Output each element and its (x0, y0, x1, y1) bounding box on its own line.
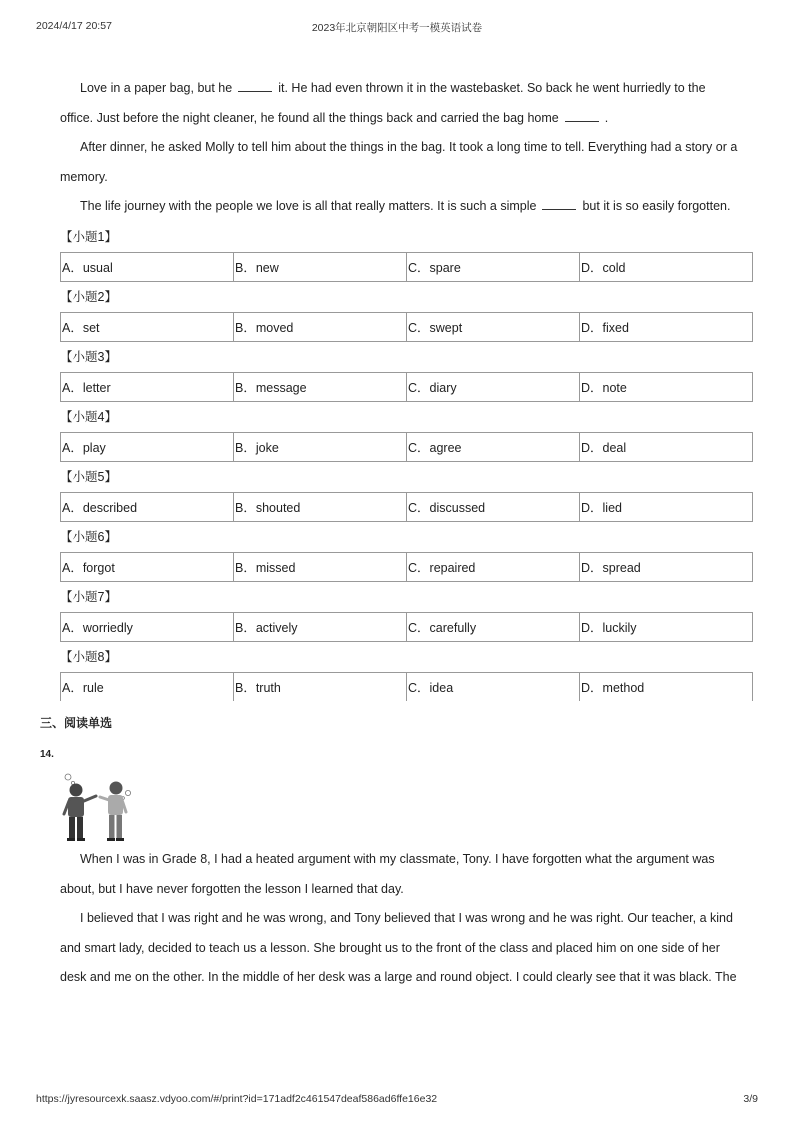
option-c[interactable]: C．swept (407, 312, 580, 341)
print-datetime: 2024/4/17 20:57 (36, 20, 112, 32)
question-label: 【小题4】 (60, 409, 117, 424)
option-c[interactable]: C．idea (407, 672, 580, 701)
option-d[interactable]: D．luckily (580, 612, 753, 641)
option-c[interactable]: C．spare (407, 252, 580, 281)
passage-text: The life journey with the people we love is all that really matters. It is such a simple (80, 199, 537, 213)
story-line: about, but I have never forgotten the lesson I learned that day. (60, 881, 404, 896)
option-b[interactable]: B．missed (234, 552, 407, 581)
option-b[interactable]: B．shouted (234, 492, 407, 521)
option-a[interactable]: A．letter (61, 372, 234, 401)
arguing-boys-illustration (56, 770, 140, 846)
reading-passage (60, 845, 753, 993)
question-label: 【小题6】 (60, 529, 117, 544)
option-d[interactable]: D．note (580, 372, 753, 401)
story-line: and smart lady, decided to teach us a lesson. She brought us to the front of the class and placed him on one side of her (60, 940, 720, 955)
option-a[interactable]: A．set (61, 312, 234, 341)
option-a[interactable]: A．described (61, 492, 234, 521)
option-b[interactable]: B．joke (234, 432, 407, 461)
option-d[interactable]: D．deal (580, 432, 753, 461)
answer-blank (238, 79, 272, 92)
option-b[interactable]: B．actively (234, 612, 407, 641)
question-label: 【小题1】 (60, 229, 117, 244)
option-c[interactable]: C．carefully (407, 612, 580, 641)
option-c[interactable]: C．diary (407, 372, 580, 401)
question-label: 【小题2】 (60, 289, 117, 304)
options-table (60, 372, 753, 402)
answer-blank (565, 109, 599, 122)
question-label: 【小题8】 (60, 649, 117, 664)
option-c[interactable]: C．discussed (407, 492, 580, 521)
story-line: I believed that I was right and he was wrong, and Tony believed that I was wrong and he was right. Our teacher, a kind (80, 911, 733, 925)
thought-bubble (65, 774, 71, 780)
passage-paragraph (60, 163, 753, 193)
page-number: 3/9 (743, 1093, 758, 1105)
right-boy-figure (100, 782, 126, 842)
options-table (60, 492, 753, 522)
option-d[interactable]: D．cold (580, 252, 753, 281)
question-label: 【小题5】 (60, 469, 117, 484)
passage-text: it. He had even thrown it in the wastebasket. So back he went hurriedly to the (278, 81, 706, 95)
options-table (60, 312, 753, 342)
passage-paragraph (60, 74, 753, 104)
passage-paragraph (60, 133, 753, 163)
options-table (60, 612, 753, 642)
question-number: 14. (40, 749, 54, 760)
option-b[interactable]: B．moved (234, 312, 407, 341)
left-boy-figure (64, 784, 96, 842)
option-b[interactable]: B．truth (234, 672, 407, 701)
option-a[interactable]: A．rule (61, 672, 234, 701)
passage-text: Love in a paper bag, but he (80, 81, 233, 95)
option-a[interactable]: A．forgot (61, 552, 234, 581)
option-d[interactable]: D．fixed (580, 312, 753, 341)
passage-paragraph (60, 192, 753, 222)
passage-text: but it is so easily forgotten. (582, 199, 731, 213)
document-title: 2023年北京朝阳区中考一模英语试卷 (311, 22, 483, 34)
question-label: 【小题7】 (60, 589, 117, 604)
story-line: When I was in Grade 8, I had a heated argument with my classmate, Tony. I have forgotten what the argument was (80, 852, 715, 866)
option-b[interactable]: B．new (234, 252, 407, 281)
option-d[interactable]: D．lied (580, 492, 753, 521)
question-label: 【小题3】 (60, 349, 117, 364)
answer-blank (542, 197, 576, 210)
cloze-passage-section (60, 74, 753, 701)
passage-text: After dinner, he asked Molly to tell him about the things in the bag. It took a long time to tell. Everything had a story or a (80, 140, 738, 154)
section-heading: 三、阅读单选 (40, 716, 113, 730)
option-c[interactable]: C．agree (407, 432, 580, 461)
print-url: https://jyresourcexk.saasz.vdyoo.com/#/print?id=171adf2c461547deaf586ad6ffe16e32 (36, 1093, 438, 1105)
passage-paragraph (60, 104, 753, 134)
passage-text: . (604, 110, 609, 125)
option-a[interactable]: A．usual (61, 252, 234, 281)
options-table (60, 552, 753, 582)
option-b[interactable]: B．message (234, 372, 407, 401)
option-d[interactable]: D．spread (580, 552, 753, 581)
options-table (60, 432, 753, 462)
options-table (60, 672, 753, 701)
option-d[interactable]: D．method (580, 672, 753, 701)
passage-text: office. Just before the night cleaner, he found all the things back and carried the bag home (60, 110, 559, 125)
option-a[interactable]: A．play (61, 432, 234, 461)
story-line: desk and me on the other. In the middle of her desk was a large and round object. I could clearly see that it was black. The (60, 970, 737, 984)
options-table (60, 252, 753, 282)
passage-text: memory. (60, 169, 108, 184)
option-a[interactable]: A．worriedly (61, 612, 234, 641)
thought-bubble (125, 790, 130, 795)
option-c[interactable]: C．repaired (407, 552, 580, 581)
